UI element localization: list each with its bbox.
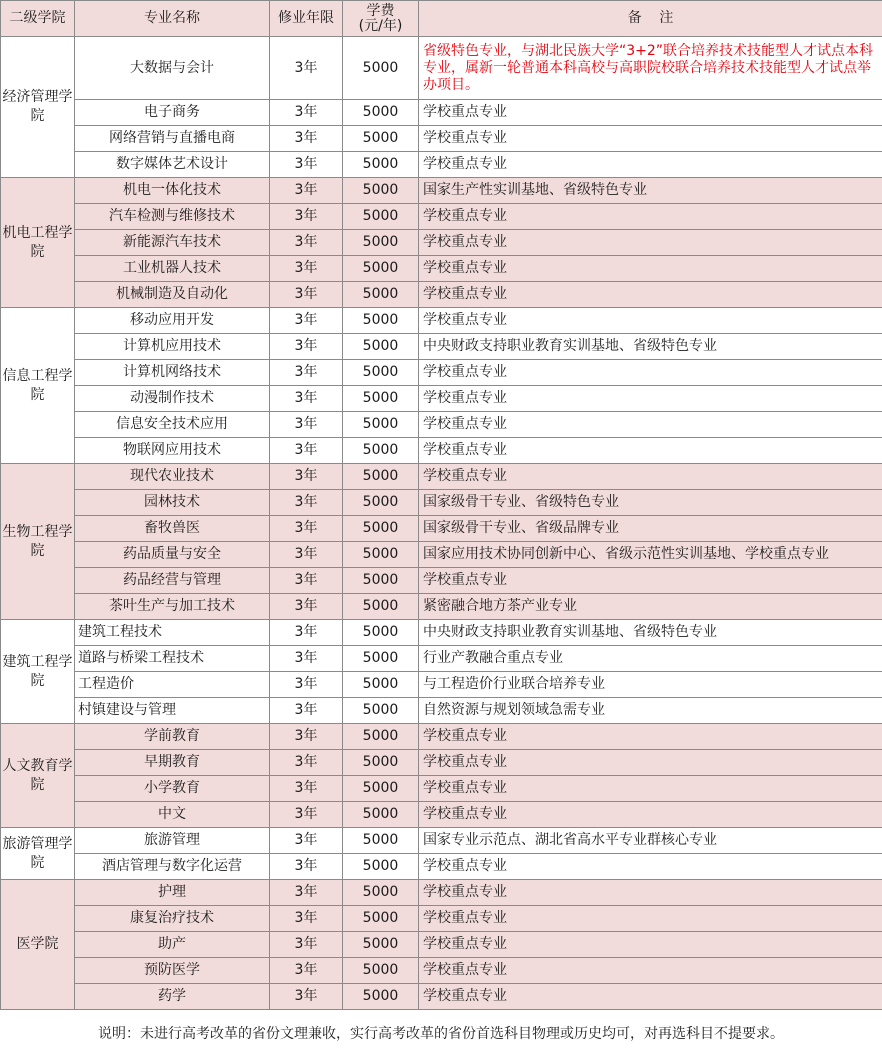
table-row (1, 490, 882, 516)
years-cell: 3年 (270, 698, 343, 724)
major-cell: 新能源汽车技术 (75, 230, 270, 256)
years-cell: 3年 (270, 126, 343, 152)
college-cell: 信息工程学院 (1, 308, 75, 464)
fee-cell: 5000 (343, 646, 419, 672)
fee-cell: 5000 (343, 698, 419, 724)
major-cell: 机电一体化技术 (75, 178, 270, 204)
note-cell: 学校重点专业 (419, 932, 882, 958)
note-cell: 学校重点专业 (419, 386, 882, 412)
major-cell: 茶叶生产与加工技术 (75, 594, 270, 620)
note-cell: 学校重点专业 (419, 958, 882, 984)
table-row (1, 100, 882, 126)
major-cell: 网络营销与直播电商 (75, 126, 270, 152)
header-fee-line2: (元/年) (358, 17, 403, 34)
major-cell: 计算机应用技术 (75, 334, 270, 360)
major-cell: 村镇建设与管理 (75, 698, 270, 724)
table-row (1, 776, 882, 802)
table-row (1, 360, 882, 386)
footer-note: 说明：未进行高考改革的省份文理兼收，实行高考改革的省份首选科目物理或历史均可，对再选科目不提要求。 (98, 1026, 784, 1042)
fee-cell: 5000 (343, 490, 419, 516)
fee-cell: 5000 (343, 37, 419, 100)
table-row (1, 126, 882, 152)
years-cell: 3年 (270, 516, 343, 542)
major-cell: 动漫制作技术 (75, 386, 270, 412)
fee-cell: 5000 (343, 256, 419, 282)
table-row (1, 672, 882, 698)
major-cell: 现代农业技术 (75, 464, 270, 490)
table-row (1, 542, 882, 568)
major-cell: 机械制造及自动化 (75, 282, 270, 308)
fee-cell: 5000 (343, 334, 419, 360)
fee-cell: 5000 (343, 308, 419, 334)
note-cell: 国家应用技术协同创新中心、省级示范性实训基地、学校重点专业 (419, 542, 882, 568)
major-cell: 酒店管理与数字化运营 (75, 854, 270, 880)
major-cell: 预防医学 (75, 958, 270, 984)
years-cell: 3年 (270, 178, 343, 204)
note-cell: 紧密融合地方茶产业专业 (419, 594, 882, 620)
fee-cell: 5000 (343, 464, 419, 490)
note-cell: 学校重点专业 (419, 256, 882, 282)
fee-cell: 5000 (343, 412, 419, 438)
note-cell: 中央财政支持职业教育实训基地、省级特色专业 (419, 620, 882, 646)
table-row (1, 230, 882, 256)
fee-cell: 5000 (343, 282, 419, 308)
table-row (1, 282, 882, 308)
note-cell: 学校重点专业 (419, 126, 882, 152)
major-cell: 护理 (75, 880, 270, 906)
note-cell: 学校重点专业 (419, 204, 882, 230)
years-cell: 3年 (270, 802, 343, 828)
note-cell: 学校重点专业 (419, 100, 882, 126)
note-cell: 与工程造价行业联合培养专业 (419, 672, 882, 698)
note-cell: 学校重点专业 (419, 984, 882, 1010)
fee-cell: 5000 (343, 100, 419, 126)
fee-cell: 5000 (343, 672, 419, 698)
years-cell: 3年 (270, 568, 343, 594)
major-cell: 工业机器人技术 (75, 256, 270, 282)
fee-cell: 5000 (343, 984, 419, 1010)
table-row (1, 906, 882, 932)
fee-cell: 5000 (343, 568, 419, 594)
major-cell: 大数据与会计 (75, 37, 270, 100)
note-cell: 国家生产性实训基地、省级特色专业 (419, 178, 882, 204)
table-row (1, 568, 882, 594)
table-row (1, 334, 882, 360)
table-row (1, 386, 882, 412)
years-cell: 3年 (270, 438, 343, 464)
college-cell: 机电工程学院 (1, 178, 75, 308)
college-cell: 生物工程学院 (1, 464, 75, 620)
years-cell: 3年 (270, 412, 343, 438)
major-cell: 药品经营与管理 (75, 568, 270, 594)
note-cell: 自然资源与规划领域急需专业 (419, 698, 882, 724)
years-cell: 3年 (270, 828, 343, 854)
fee-cell: 5000 (343, 360, 419, 386)
header-fee (343, 1, 419, 37)
table-row (1, 464, 882, 490)
table-row (1, 204, 882, 230)
note-cell: 学校重点专业 (419, 464, 882, 490)
note-cell: 学校重点专业 (419, 750, 882, 776)
years-cell: 3年 (270, 386, 343, 412)
note-cell: 学校重点专业 (419, 152, 882, 178)
years-cell: 3年 (270, 854, 343, 880)
major-cell: 电子商务 (75, 100, 270, 126)
table-row (1, 802, 882, 828)
years-cell: 3年 (270, 776, 343, 802)
years-cell: 3年 (270, 360, 343, 386)
fee-cell: 5000 (343, 386, 419, 412)
fee-cell: 5000 (343, 906, 419, 932)
note-cell: 学校重点专业 (419, 724, 882, 750)
major-cell: 建筑工程技术 (75, 620, 270, 646)
note-cell: 中央财政支持职业教育实训基地、省级特色专业 (419, 334, 882, 360)
college-cell: 旅游管理学院 (1, 828, 75, 880)
major-cell: 道路与桥梁工程技术 (75, 646, 270, 672)
fee-cell: 5000 (343, 516, 419, 542)
fee-cell: 5000 (343, 542, 419, 568)
major-cell: 移动应用开发 (75, 308, 270, 334)
fee-cell: 5000 (343, 204, 419, 230)
fee-cell: 5000 (343, 620, 419, 646)
fee-cell: 5000 (343, 594, 419, 620)
years-cell: 3年 (270, 334, 343, 360)
table-row (1, 932, 882, 958)
fee-cell: 5000 (343, 438, 419, 464)
major-cell: 旅游管理 (75, 828, 270, 854)
table-row (1, 308, 882, 334)
header-years: 修业年限 (270, 1, 343, 37)
years-cell: 3年 (270, 308, 343, 334)
note-cell: 学校重点专业 (419, 282, 882, 308)
major-cell: 康复治疗技术 (75, 906, 270, 932)
note-cell: 省级特色专业，与湖北民族大学“3+2”联合培养技术技能型人才试点本科专业，属新一轮普通本科高校与高职院校联合培养技术技能型人才试点举办项目。 (419, 37, 882, 100)
years-cell: 3年 (270, 230, 343, 256)
table-row (1, 854, 882, 880)
table-row (1, 594, 882, 620)
table-row (1, 178, 882, 204)
college-cell: 医学院 (1, 880, 75, 1010)
note-cell: 学校重点专业 (419, 854, 882, 880)
years-cell: 3年 (270, 37, 343, 100)
fee-cell: 5000 (343, 178, 419, 204)
note-cell: 国家级骨干专业、省级特色专业 (419, 490, 882, 516)
fee-cell: 5000 (343, 828, 419, 854)
years-cell: 3年 (270, 646, 343, 672)
major-cell: 计算机网络技术 (75, 360, 270, 386)
table-row (1, 438, 882, 464)
years-cell: 3年 (270, 906, 343, 932)
years-cell: 3年 (270, 464, 343, 490)
major-cell: 信息安全技术应用 (75, 412, 270, 438)
major-cell: 助产 (75, 932, 270, 958)
note-cell: 学校重点专业 (419, 802, 882, 828)
years-cell: 3年 (270, 490, 343, 516)
years-cell: 3年 (270, 282, 343, 308)
note-cell: 行业产教融合重点专业 (419, 646, 882, 672)
fee-cell: 5000 (343, 230, 419, 256)
header-college: 二级学院 (1, 1, 75, 37)
major-cell: 汽车检测与维修技术 (75, 204, 270, 230)
fee-cell: 5000 (343, 958, 419, 984)
fee-cell: 5000 (343, 802, 419, 828)
fee-cell: 5000 (343, 152, 419, 178)
major-cell: 物联网应用技术 (75, 438, 270, 464)
header-note: 备 注 (419, 1, 882, 37)
major-cell: 小学教育 (75, 776, 270, 802)
table-row (1, 984, 882, 1010)
table-row (1, 698, 882, 724)
table-row (1, 152, 882, 178)
years-cell: 3年 (270, 724, 343, 750)
note-cell: 国家级骨干专业、省级品牌专业 (419, 516, 882, 542)
college-cell: 人文教育学院 (1, 724, 75, 828)
fee-cell: 5000 (343, 880, 419, 906)
header-fee-line1: 学费 (366, 2, 395, 19)
fee-cell: 5000 (343, 724, 419, 750)
table-row (1, 620, 882, 646)
table-row (1, 880, 882, 906)
table-row (1, 646, 882, 672)
table-row (1, 828, 882, 854)
table-header (1, 1, 882, 37)
years-cell: 3年 (270, 100, 343, 126)
fee-cell: 5000 (343, 932, 419, 958)
major-cell: 学前教育 (75, 724, 270, 750)
note-cell: 国家专业示范点、湖北省高水平专业群核心专业 (419, 828, 882, 854)
major-cell: 园林技术 (75, 490, 270, 516)
table-row (1, 256, 882, 282)
years-cell: 3年 (270, 204, 343, 230)
college-cell: 经济管理学院 (1, 37, 75, 178)
table-row (1, 958, 882, 984)
years-cell: 3年 (270, 542, 343, 568)
years-cell: 3年 (270, 984, 343, 1010)
years-cell: 3年 (270, 620, 343, 646)
table-row (1, 412, 882, 438)
fee-cell: 5000 (343, 776, 419, 802)
years-cell: 3年 (270, 672, 343, 698)
fee-cell: 5000 (343, 854, 419, 880)
table-body (1, 37, 882, 1010)
fee-cell: 5000 (343, 126, 419, 152)
major-cell: 药学 (75, 984, 270, 1010)
note-cell: 学校重点专业 (419, 230, 882, 256)
major-cell: 畜牧兽医 (75, 516, 270, 542)
major-cell: 早期教育 (75, 750, 270, 776)
major-cell: 工程造价 (75, 672, 270, 698)
note-cell: 学校重点专业 (419, 438, 882, 464)
fee-cell: 5000 (343, 750, 419, 776)
years-cell: 3年 (270, 152, 343, 178)
note-cell: 学校重点专业 (419, 412, 882, 438)
major-cell: 中文 (75, 802, 270, 828)
note-cell: 学校重点专业 (419, 880, 882, 906)
note-cell: 学校重点专业 (419, 568, 882, 594)
major-cell: 数字媒体艺术设计 (75, 152, 270, 178)
years-cell: 3年 (270, 932, 343, 958)
table-row (1, 724, 882, 750)
note-cell: 学校重点专业 (419, 776, 882, 802)
note-cell: 学校重点专业 (419, 360, 882, 386)
college-cell: 建筑工程学院 (1, 620, 75, 724)
years-cell: 3年 (270, 880, 343, 906)
header-major: 专业名称 (75, 1, 270, 37)
years-cell: 3年 (270, 750, 343, 776)
note-cell: 学校重点专业 (419, 308, 882, 334)
years-cell: 3年 (270, 958, 343, 984)
years-cell: 3年 (270, 256, 343, 282)
years-cell: 3年 (270, 594, 343, 620)
table-row (1, 37, 882, 100)
table-row (1, 750, 882, 776)
table-row (1, 516, 882, 542)
note-cell: 学校重点专业 (419, 906, 882, 932)
major-cell: 药品质量与安全 (75, 542, 270, 568)
